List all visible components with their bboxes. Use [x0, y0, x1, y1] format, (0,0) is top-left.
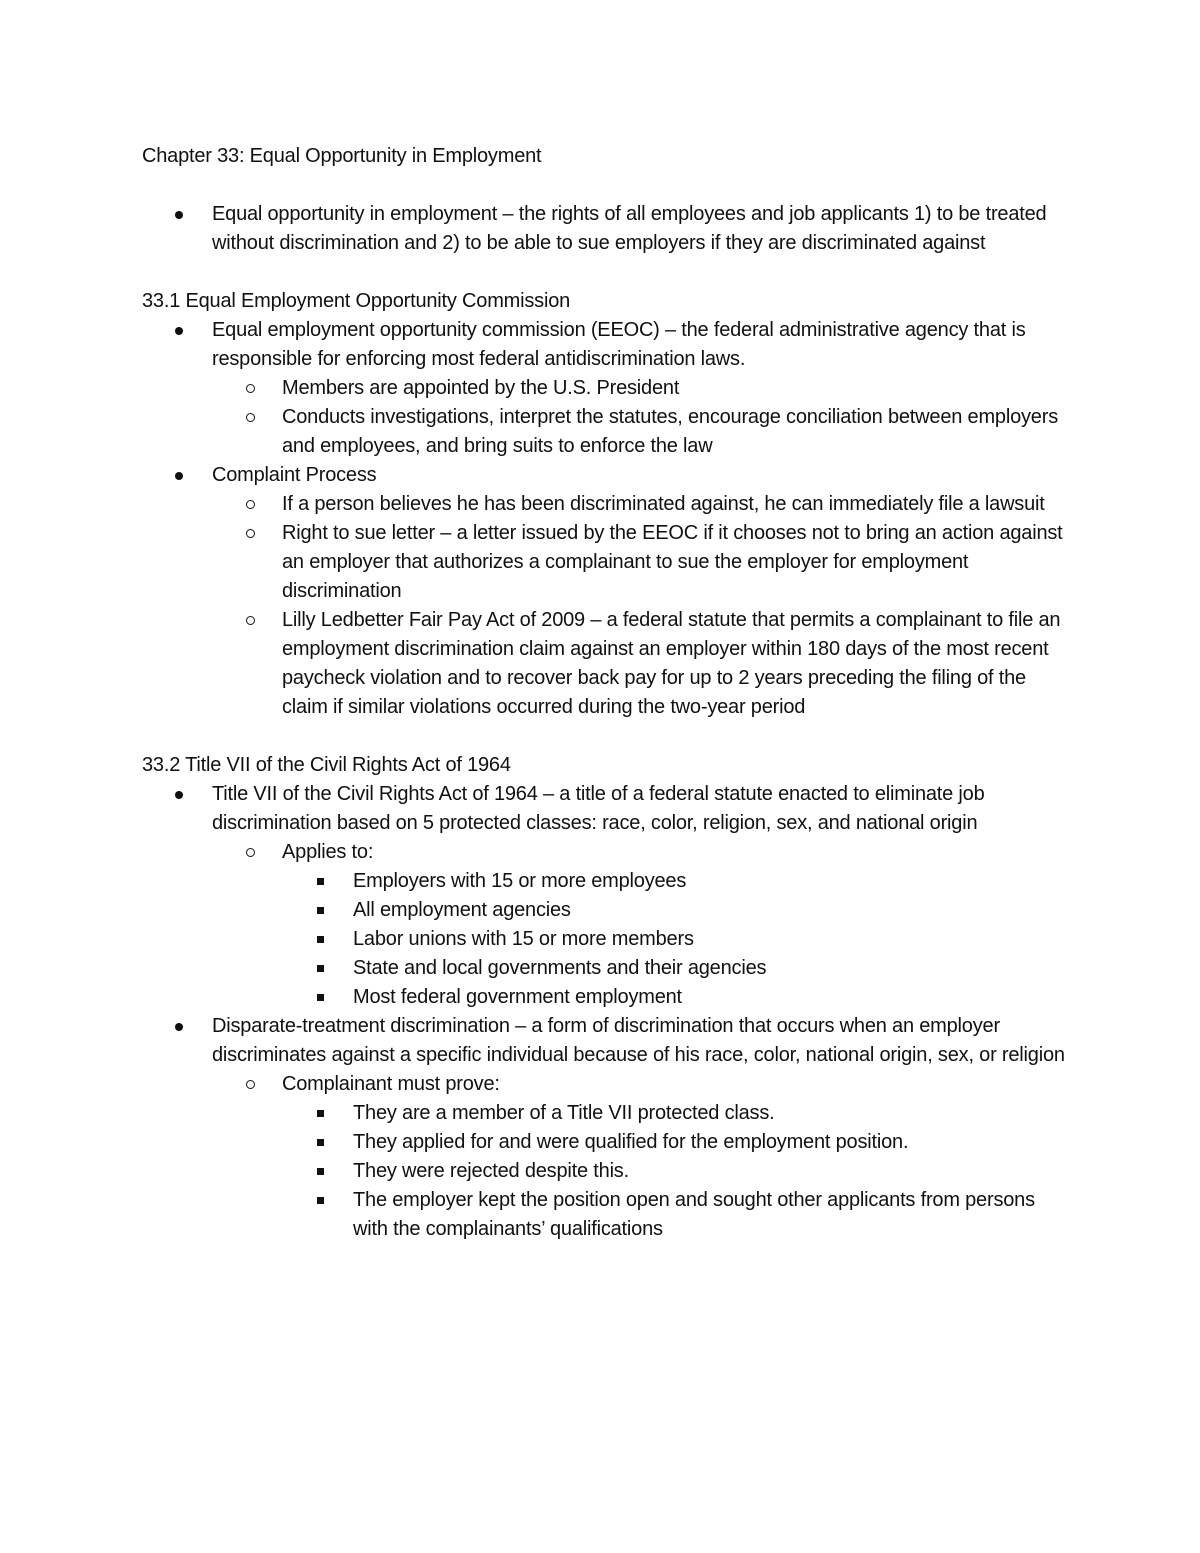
list-item: [142, 1012, 1067, 1244]
sublist-item: Lilly Ledbetter Fair Pay Act of 2009 – a federal statute that permits a complainant to file an employment discrimination claim against an employer within 180 days of the most recent paycheck violation and to recover back pay for up to 2 years preceding the filing of the claim if similar violations occurred during the two-year period: [212, 606, 1067, 722]
document-body: [142, 142, 1067, 1244]
subsublist-item: They are a member of a Title VII protected class.: [282, 1099, 1067, 1128]
spacer: [142, 722, 1067, 751]
subsublist-item: Labor unions with 15 or more members: [282, 925, 1067, 954]
list-item-text: Equal opportunity in employment – the rights of all employees and job applicants 1) to be treated without discrimination and 2) to be able to sue employers if they are discriminated against: [212, 203, 1047, 254]
subsublist-item: Most federal government employment: [282, 983, 1067, 1012]
list-item: [142, 200, 1067, 258]
list-item: [142, 461, 1067, 722]
list-item: [142, 780, 1067, 1012]
subsublist-item: Employers with 15 or more employees: [282, 867, 1067, 896]
section-title: 33.2 Title VII of the Civil Rights Act of 1964: [142, 754, 511, 776]
sublist: [212, 374, 1067, 461]
section-title: 33.1 Equal Employment Opportunity Commission: [142, 290, 571, 312]
sublist-item: [212, 838, 1067, 1012]
sublist-item: If a person believes he has been discriminated against, he can immediately file a lawsuit: [212, 490, 1067, 519]
sublist-item-text: Applies to:: [282, 841, 374, 863]
list-item-text: Complaint Process: [212, 464, 377, 486]
subsublist-item: The employer kept the position open and sought other applicants from persons with the complainants’ qualifications: [282, 1186, 1067, 1244]
chapter-title: Chapter 33: Equal Opportunity in Employment: [142, 145, 542, 167]
list-item: [142, 316, 1067, 461]
list-item-text: Title VII of the Civil Rights Act of 1964 – a title of a federal statute enacted to eliminate job discrimination based on 5 protected classes: race, color, religion, sex, and national origin: [212, 783, 985, 834]
spacer: [142, 258, 1067, 287]
subsublist-item: They were rejected despite this.: [282, 1157, 1067, 1186]
sublist: [212, 1070, 1067, 1244]
sublist-item: Members are appointed by the U.S. President: [212, 374, 1067, 403]
list-item-text: Equal employment opportunity commission (EEOC) – the federal administrative agency that is responsible for enforcing most federal antidiscrimination laws.: [212, 319, 1026, 370]
sublist-item-text: Complainant must prove:: [282, 1073, 500, 1095]
sublist-item: Right to sue letter – a letter issued by the EEOC if it chooses not to bring an action against an employer that authorizes a complainant to sue the employer for employment discrimination: [212, 519, 1067, 606]
subsublist-item: State and local governments and their agencies: [282, 954, 1067, 983]
section-1-list: [142, 316, 1067, 722]
subsublist: [282, 1099, 1067, 1244]
list-item-text: Disparate-treatment discrimination – a form of discrimination that occurs when an employer discriminates against a specific individual because of his race, color, national origin, sex, or religion: [212, 1015, 1065, 1066]
subsublist: [282, 867, 1067, 1012]
sublist: [212, 838, 1067, 1012]
subsublist-item: They applied for and were qualified for the employment position.: [282, 1128, 1067, 1157]
section-2-list: [142, 780, 1067, 1244]
sublist: [212, 490, 1067, 722]
subsublist-item: All employment agencies: [282, 896, 1067, 925]
intro-list: [142, 200, 1067, 258]
sublist-item: [212, 1070, 1067, 1244]
sublist-item: Conducts investigations, interpret the statutes, encourage conciliation between employers and employees, and bring suits to enforce the law: [212, 403, 1067, 461]
spacer: [142, 171, 1067, 200]
